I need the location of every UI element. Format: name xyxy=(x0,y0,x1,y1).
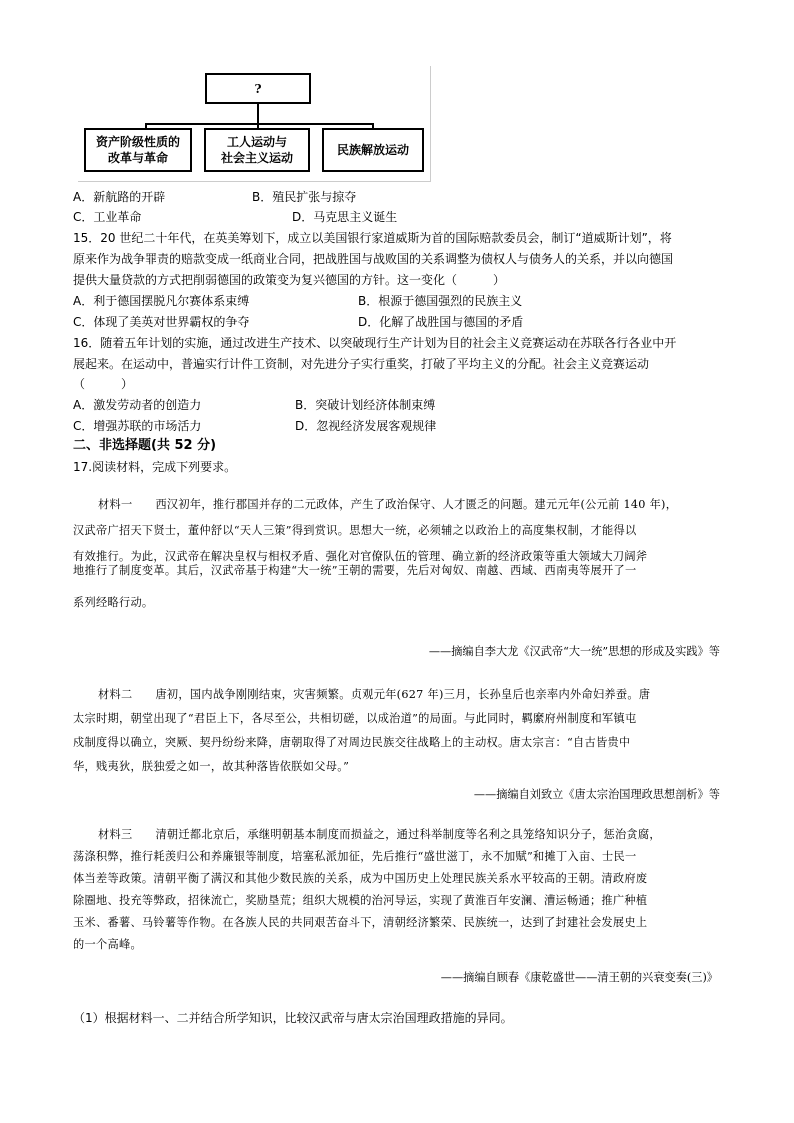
material-3-line: 体当差等政策。清朝平衡了满汉和其他少数民族的关系，成为中国历史上处理民族关系水平较高的王朝。清政府废 xyxy=(73,872,648,885)
q17-instruction: 17.阅读材料，完成下列要求。 xyxy=(73,460,237,474)
diagram-frame-right xyxy=(430,66,431,182)
material-2-line: 太宗时期，朝堂出现了“君臣上下，各尽至公，共相切磋，以成治道”的局面。与此同时，羁縻府州制度和军镇屯 xyxy=(73,712,637,725)
q15-option-d: D．化解了战胜国与德国的矛盾 xyxy=(358,315,524,329)
material-3-source: ——摘编自顾春《康乾盛世——清王朝的兴衰变奏(三)》 xyxy=(440,971,718,984)
material-2-line: 华，贱夷狄，朕独爱之如一，故其种落皆依朕如父母。” xyxy=(73,760,350,773)
q16-stem-line-1: 16．随着五年计划的实施，通过改进生产技术、以突破现行生产计划为目的社会主义竞赛运动在苏联各行各业中开 xyxy=(73,336,677,350)
q15-stem-line-1: 15．20 世纪二十年代，在英美筹划下，成立以美国银行家道威斯为首的国际赔款委员会，制订“道威斯计划”，将 xyxy=(73,231,672,245)
q16-option-a: A．激发劳动者的创造力 xyxy=(73,398,202,412)
q14-option-d: D．马克思主义诞生 xyxy=(292,210,398,224)
material-1-line: 有效推行。为此，汉武帝在解决皇权与相权矛盾、强化对官僚队伍的管理、确立新的经济政策等重大领域大刀阔斧 xyxy=(73,550,648,563)
material-2-line: 戍制度得以确立，突厥、契丹纷纷来降，唐朝取得了对周边民族交往战略上的主动权。唐太宗言：“自古皆贵中 xyxy=(73,736,631,749)
q16-stem-line-2: 展起来。在运动中，普遍实行计件工资制，对先进分子实行重奖，打破了平均主义的分配。社会主义竞赛运动 xyxy=(73,357,650,371)
diagram-frame-bottom xyxy=(78,181,431,182)
diagram-connector-horizontal xyxy=(145,123,373,125)
q15-stem-line-2: 原来作为战争罪责的赔款变成一纸商业合同，把战胜国与战败国的关系调整为债权人与债务人的关系，并以向德国 xyxy=(73,252,674,266)
material-1-source: ——摘编自李大龙《汉武帝“大一统”思想的形成及实践》等 xyxy=(428,645,720,658)
diagram-connector-vertical xyxy=(257,104,259,124)
q14-option-b: B．殖民扩张与掠夺 xyxy=(252,190,357,204)
sub-question-1: （1）根据材料一、二并结合所学知识，比较汉武帝与唐太宗治国理政措施的异同。 xyxy=(73,1011,513,1025)
q15-option-b: B．根源于德国强烈的民族主义 xyxy=(358,294,523,308)
material-3-line: 除圈地、投充等弊政，招徕流亡，奖励垦荒；组织大规模的治河导运，实现了黄淮百年安澜、漕运畅通；推广种植 xyxy=(73,894,648,907)
material-1-line: 汉武帝广招天下贤士，董仲舒以“天人三策”得到赏识。思想大一统，必须辅之以政治上的高度集权制，才能得以 xyxy=(73,524,637,537)
material-3-line: 材料三 清朝迁都北京后，承继明朝基本制度而损益之，通过科举制度等名利之具笼络知识分子，惩治贪腐， xyxy=(98,828,661,841)
diagram-top-box: ? xyxy=(205,73,311,104)
diagram-box-national-liberation: 民族解放运动 xyxy=(322,128,424,172)
section-heading: 二、非选择题(共 52 分) xyxy=(73,438,217,453)
q16-option-c: C．增强苏联的市场活力 xyxy=(73,419,202,433)
material-3-line: 玉米、番薯、马铃薯等作物。在各族人民的共同艰苦奋斗下，清朝经济繁荣、民族统一，达到了封建社会发展史上 xyxy=(73,916,648,929)
diagram-box-bourgeois-reform: 资产阶级性质的 改革与革命 xyxy=(84,128,192,172)
material-2-source: ——摘编自刘致立《唐太宗治国理政思想剖析》等 xyxy=(473,788,720,801)
diagram-box-workers-movement: 工人运动与 社会主义运动 xyxy=(204,128,310,172)
q15-option-a: A．利于德国摆脱凡尔赛体系束缚 xyxy=(73,294,250,308)
q15-option-c: C．体现了美英对世界霸权的争夺 xyxy=(73,315,250,329)
q14-option-c: C．工业革命 xyxy=(73,210,142,224)
material-2-line: 材料二 唐初，国内战争刚刚结束，灾害频繁。贞观元年(627 年)三月，长孙皇后也亲率内外命妇养蚕。唐 xyxy=(98,688,651,701)
material-1-line: 系列经略行动。 xyxy=(73,596,154,609)
q15-stem-line-3: 提供大量贷款的方式把削弱德国的政策变为复兴德国的方针。这一变化（ ） xyxy=(73,273,506,287)
q16-stem-line-3: （ ） xyxy=(73,377,134,391)
material-1-line: 材料一 西汉初年，推行郡国并存的二元政体，产生了政治保守、人才匮乏的问题。建元元年(公元前 140 年)， xyxy=(98,498,678,511)
q16-option-b: B．突破计划经济体制束缚 xyxy=(295,398,436,412)
material-3-line: 的一个高峰。 xyxy=(73,938,142,951)
material-1-line: 地推行了制度变革。其后，汉武帝基于构建“大一统”王朝的需要，先后对匈奴、南越、西域、西南夷等展开了一 xyxy=(73,564,637,577)
q16-option-d: D．忽视经济发展客观规律 xyxy=(295,419,437,433)
q14-option-a: A．新航路的开辟 xyxy=(73,190,166,204)
material-3-line: 荡涤积弊，推行耗羡归公和养廉银等制度，培塞私派加征，先后推行“盛世滋丁，永不加赋”和摊丁入亩、士民一 xyxy=(73,850,637,863)
